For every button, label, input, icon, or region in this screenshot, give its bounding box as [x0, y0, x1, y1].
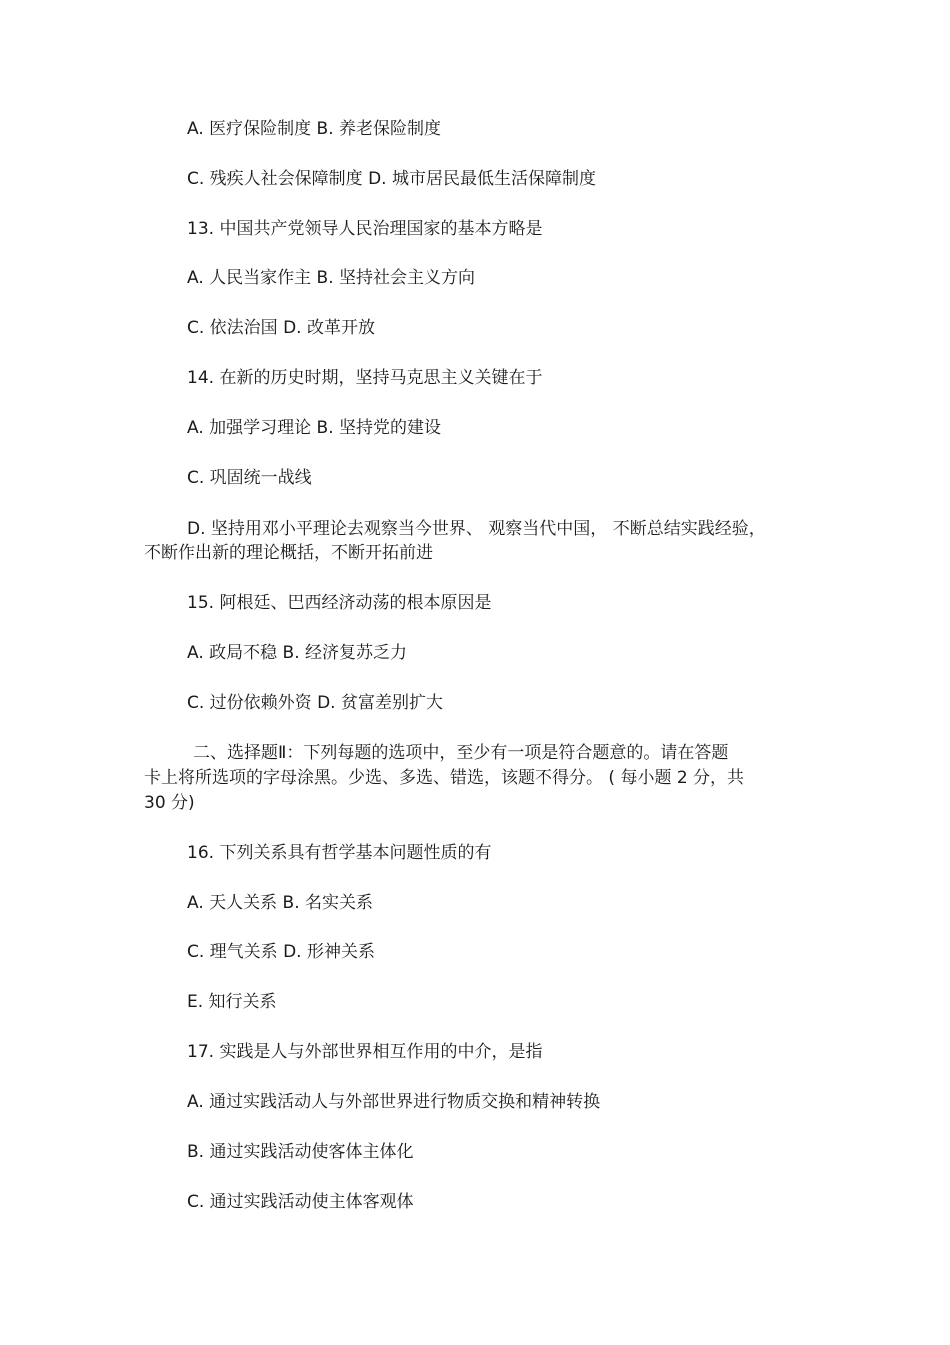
option-line-14-d: D. 坚持用邓小平理论去观察当今世界、 观察当代中国， 不断总结实践经验，: [187, 519, 766, 539]
option-line-12-cd: C. 残疾人社会保障制度 D. 城市居民最低生活保障制度: [187, 169, 596, 189]
option-line-17-c: C. 通过实践活动使主体客观体: [187, 1192, 414, 1212]
section-score-note: 30 分): [144, 793, 195, 813]
section-heading: 二、选择题Ⅱ：下列每题的选项中，至少有一项是符合题意的。请在答题: [193, 743, 729, 763]
question-16: 16. 下列关系具有哲学基本问题性质的有: [187, 843, 492, 863]
option-line-12-ab: A. 医疗保险制度 B. 养老保险制度: [187, 119, 442, 139]
option-line-14-ab: A. 加强学习理论 B. 坚持党的建设: [187, 418, 442, 438]
section-instructions: 卡上将所选项的字母涂黑。少选、多选、错选，该题不得分。 ( 每小题 2 分，共: [144, 768, 745, 788]
option-line-14-d-continued: 不断作出新的理论概括，不断开拓前进: [144, 543, 433, 563]
option-line-17-a: A. 通过实践活动人与外部世界进行物质交换和精神转换: [187, 1092, 601, 1112]
option-line-14-c: C. 巩固统一战线: [187, 468, 312, 488]
option-line-16-ab: A. 天人关系 B. 名实关系: [187, 893, 374, 913]
option-line-13-cd: C. 依法治国 D. 改革开放: [187, 318, 375, 338]
option-line-13-ab: A. 人民当家作主 B. 坚持社会主义方向: [187, 268, 476, 288]
option-line-15-cd: C. 过份依赖外资 D. 贫富差别扩大: [187, 693, 443, 713]
question-17: 17. 实践是人与外部世界相互作用的中介，是指: [187, 1042, 543, 1062]
question-15: 15. 阿根廷、巴西经济动荡的根本原因是: [187, 593, 492, 613]
option-line-16-e: E. 知行关系: [187, 992, 277, 1012]
question-14: 14. 在新的历史时期，坚持马克思主义关键在于: [187, 368, 543, 388]
option-line-17-b: B. 通过实践活动使客体主体化: [187, 1142, 414, 1162]
option-line-16-cd: C. 理气关系 D. 形神关系: [187, 942, 375, 962]
option-line-15-ab: A. 政局不稳 B. 经济复苏乏力: [187, 643, 408, 663]
question-13: 13. 中国共产党领导人民治理国家的基本方略是: [187, 219, 543, 239]
